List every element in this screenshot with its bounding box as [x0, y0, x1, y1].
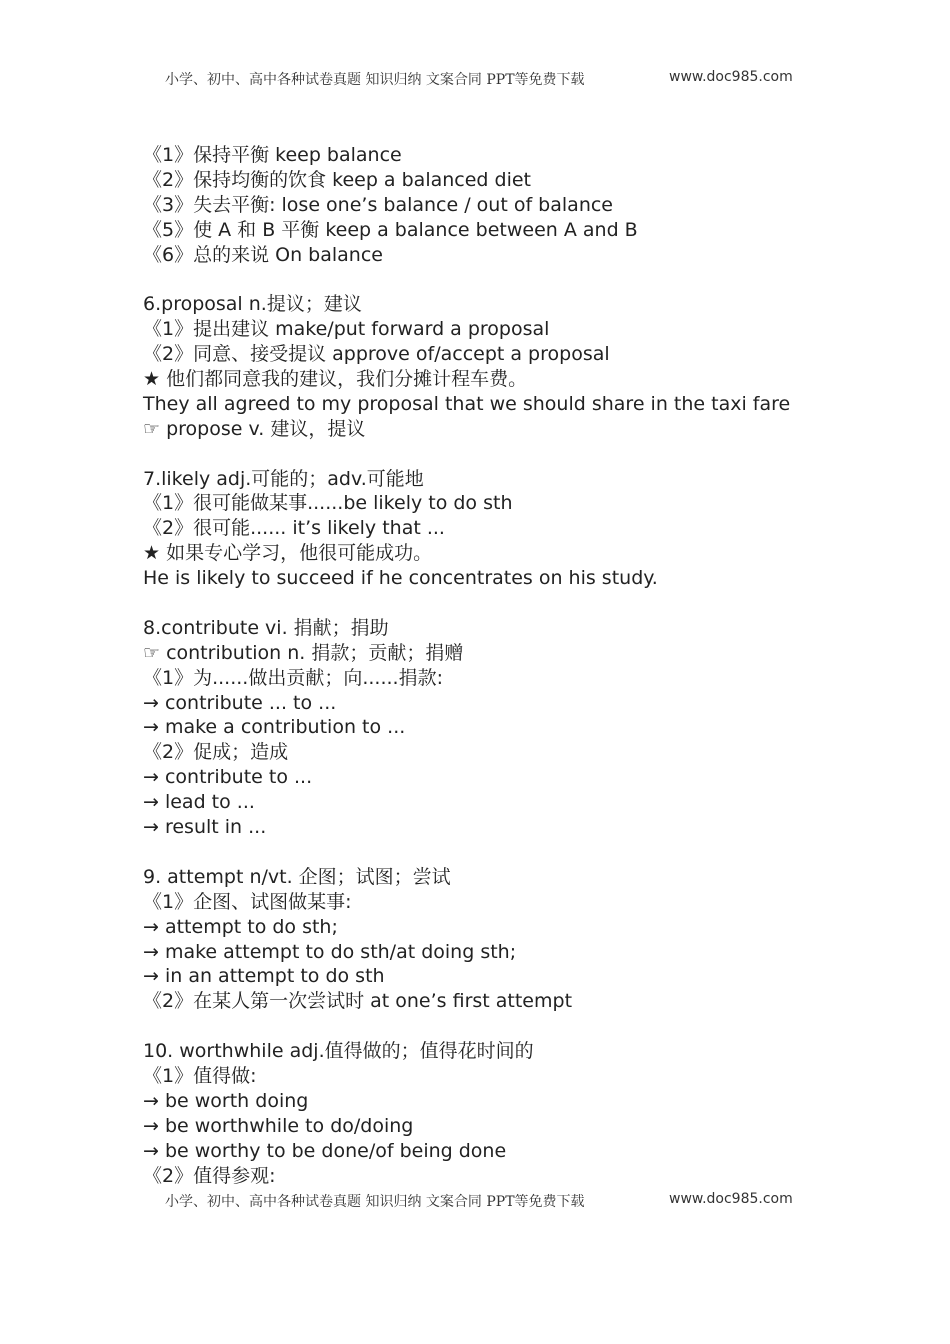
- text-line: → result in ...: [143, 816, 267, 839]
- text-line: ★ 他们都同意我的建议，我们分摊计程车费。: [143, 368, 528, 391]
- text-line: They all agreed to my proposal that we should share in the taxi fare: [143, 392, 791, 415]
- text-line: 《1》值得做:: [143, 1064, 257, 1087]
- text-line: → be worth doing: [143, 1089, 309, 1112]
- document-body: [143, 143, 923, 1188]
- page-header: [165, 69, 805, 89]
- section-balance: [143, 143, 923, 267]
- text-line: → in an attempt to do sth: [143, 965, 385, 988]
- text-line: 《1》提出建议 make/put forward a proposal: [143, 318, 550, 341]
- text-line: → contribute ... to ...: [143, 691, 337, 714]
- section-heading: 6.proposal n.提议；建议: [143, 293, 362, 316]
- section-gap: [143, 840, 923, 865]
- section-proposal: [143, 292, 923, 441]
- text-line: → lead to ...: [143, 791, 255, 814]
- text-line: 《2》促成；造成: [143, 741, 289, 764]
- section-heading: 7.likely adj.可能的；adv.可能地: [143, 467, 424, 490]
- section-heading: 10. worthwhile adj.值得做的；值得花时间的: [143, 1040, 534, 1063]
- text-line: 《2》值得参观:: [143, 1164, 276, 1187]
- header-url[interactable]: www.doc985.com: [669, 69, 793, 85]
- text-line: 《1》很可能做某事......be likely to do sth: [143, 492, 513, 515]
- section-gap: [143, 267, 923, 292]
- header-text: 小学、初中、高中各种试卷真题 知识归纳 文案合同 PPT等免费下载: [165, 72, 585, 88]
- text-line: 《5》使 A 和 B 平衡 keep a balance between A and B: [143, 218, 638, 241]
- footer-text: 小学、初中、高中各种试卷真题 知识归纳 文案合同 PPT等免费下载: [165, 1194, 585, 1210]
- text-line: 《1》保持平衡 keep balance: [143, 144, 402, 166]
- text-line: 《2》同意、接受提议 approve of/accept a proposal: [143, 343, 610, 366]
- section-heading: 9. attempt n/vt. 企图；试图；尝试: [143, 865, 451, 888]
- text-line: → attempt to do sth;: [143, 915, 338, 938]
- text-line: ★ 如果专心学习，他很可能成功。: [143, 542, 433, 565]
- section-gap: [143, 591, 923, 616]
- section-contribute: [143, 616, 923, 840]
- text-line: → be worthwhile to do/doing: [143, 1114, 414, 1137]
- text-line: 《2》很可能...... it’s likely that ...: [143, 517, 445, 540]
- section-attempt: [143, 865, 923, 1014]
- text-line: → make attempt to do sth/at doing sth;: [143, 940, 517, 963]
- text-line: → make a contribution to ...: [143, 716, 406, 739]
- text-line: He is likely to succeed if he concentrates on his study.: [143, 567, 658, 590]
- text-line: 《1》企图、试图做某事:: [143, 890, 352, 913]
- text-line: → be worthy to be done/of being done: [143, 1139, 507, 1162]
- footer-url[interactable]: www.doc985.com: [669, 1191, 793, 1207]
- section-gap: [143, 1014, 923, 1039]
- text-line: → contribute to ...: [143, 766, 313, 789]
- text-line: ☞ propose v. 建议，提议: [143, 417, 366, 440]
- section-worthwhile: [143, 1039, 923, 1188]
- section-heading: 8.contribute vi. 捐献；捐助: [143, 616, 389, 639]
- section-likely: [143, 467, 923, 591]
- section-gap: [143, 442, 923, 467]
- text-line: 《1》为......做出贡献；向......捐款:: [143, 666, 443, 689]
- text-line: 《2》保持均衡的饮食 keep a balanced diet: [143, 168, 531, 191]
- text-line: 《6》总的来说 On balance: [143, 243, 383, 266]
- text-line: 《2》在某人第一次尝试时 at one’s first attempt: [143, 990, 573, 1013]
- text-line: ☞ contribution n. 捐款；贡献；捐赠: [143, 641, 464, 664]
- page-footer: [165, 1191, 805, 1211]
- text-line: 《3》失去平衡: lose one’s balance / out of balance: [143, 193, 613, 216]
